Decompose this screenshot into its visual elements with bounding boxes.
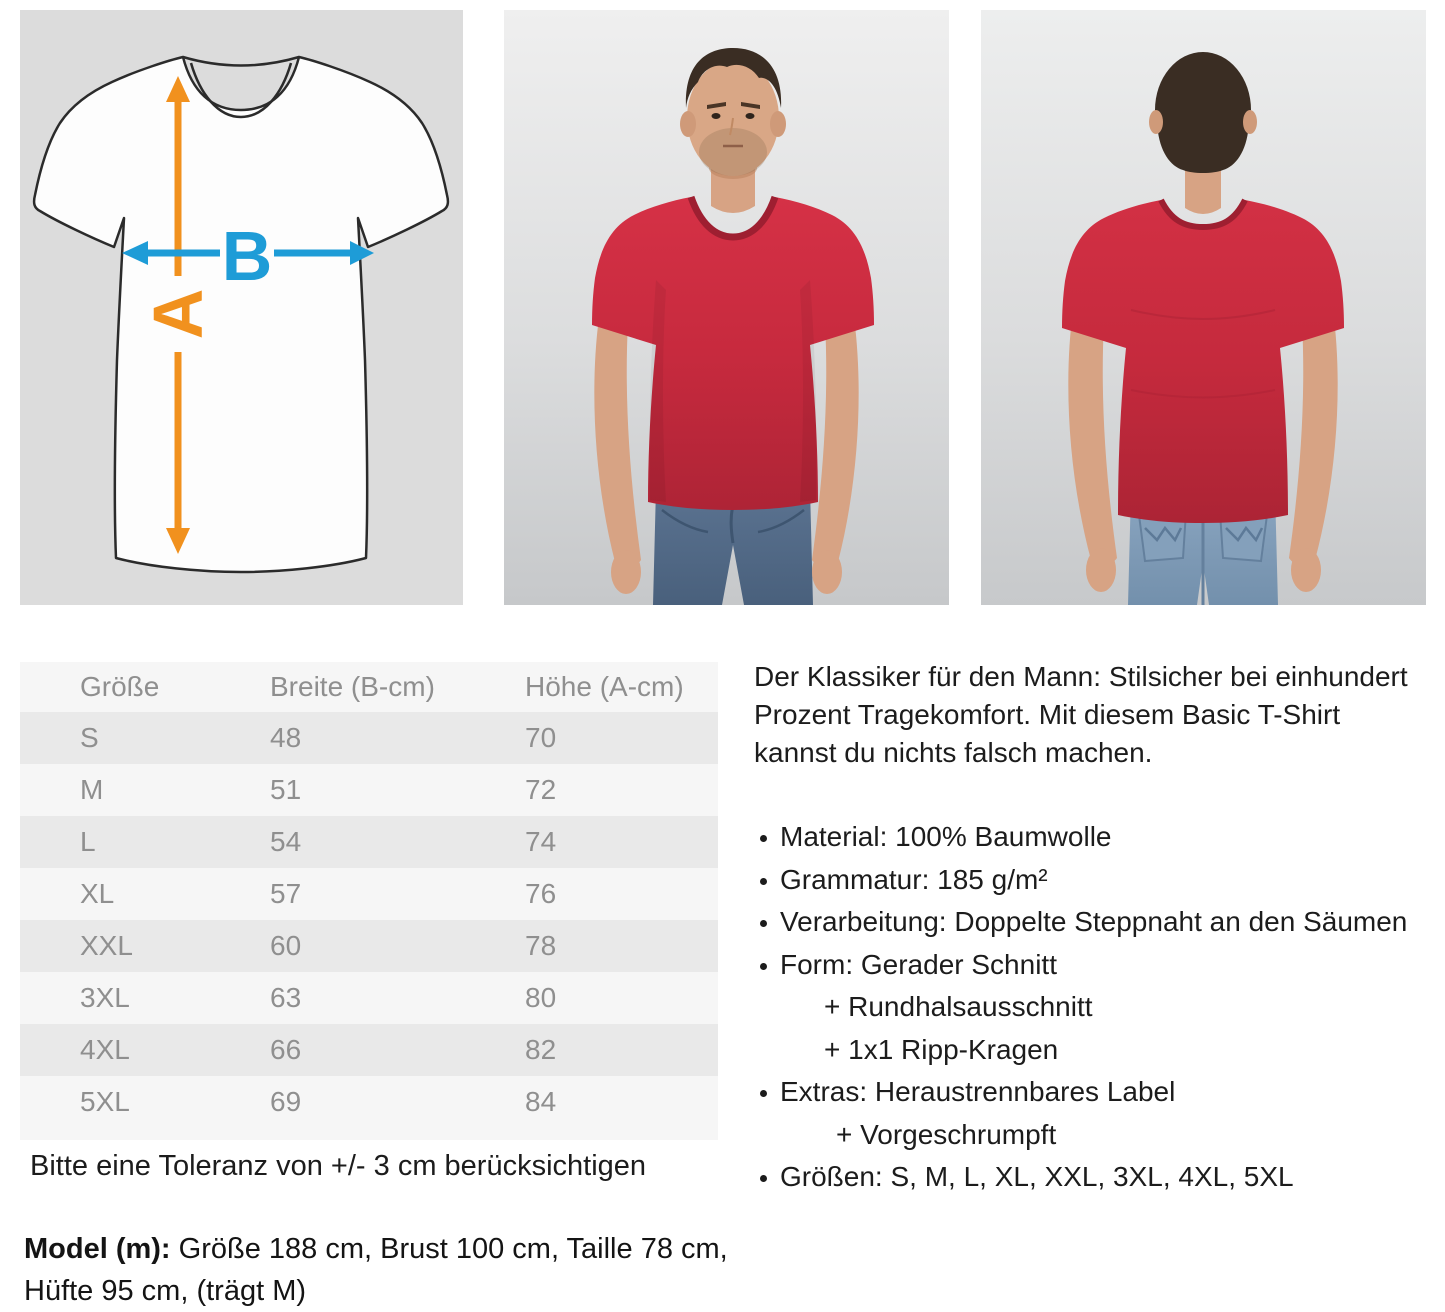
model-info (24, 1228, 764, 1312)
feature-text: Extras: Heraustrennbares Label (780, 1076, 1176, 1107)
feature-text: Form: Gerader Schnitt (780, 948, 1057, 980)
size-table (20, 662, 718, 1140)
column-header-size: Größe (80, 671, 160, 702)
feature-item (754, 816, 1445, 859)
size-cell: 3XL (80, 982, 130, 1013)
size-cell: M (80, 774, 104, 805)
table-row (20, 712, 718, 764)
tshirt-measure-diagram (20, 10, 463, 605)
table-row (20, 972, 718, 1024)
feature-text: Grammatur: 185 g/m² (780, 863, 1048, 895)
model-info-line2: Hüfte 95 cm, (trägt M) (24, 1275, 307, 1307)
hoehe-cell: 84 (525, 1086, 557, 1117)
feature-item (754, 859, 1445, 902)
size-cell: S (80, 722, 99, 753)
model-back-illustration (981, 10, 1426, 605)
breite-cell: 69 (270, 1086, 302, 1117)
measure-label-a: A (139, 288, 217, 340)
column-header-hoehe: Höhe (A-cm) (525, 671, 684, 702)
size-cell: 5XL (80, 1086, 130, 1117)
measure-label-b: B (221, 217, 273, 295)
feature-item (754, 901, 1445, 944)
hoehe-cell: 74 (525, 826, 557, 857)
hoehe-cell: 80 (525, 982, 557, 1013)
description-intro-line: Prozent Tragekomfort. Mit diesem Basic T-Shirt (754, 699, 1341, 730)
breite-cell: 54 (270, 826, 302, 857)
breite-cell: 60 (270, 930, 302, 961)
table-row (20, 920, 718, 972)
size-cell: 4XL (80, 1034, 130, 1065)
feature-item (754, 944, 1445, 987)
breite-cell: 66 (270, 1034, 302, 1065)
feature-text: + Vorgeschrumpft (836, 1118, 1057, 1150)
hoehe-cell: 70 (525, 722, 557, 753)
feature-item (754, 1071, 1445, 1114)
feature-text: Material: 100% Baumwolle (780, 821, 1112, 852)
bullet-dot (760, 1175, 767, 1182)
hoehe-cell: 72 (525, 774, 557, 805)
table-row (20, 1024, 718, 1076)
feature-item-sub (754, 986, 1445, 1029)
table-row (20, 1076, 718, 1128)
breite-cell: 63 (270, 982, 302, 1013)
description-intro-line: Der Klassiker für den Mann: Stilsicher bei einhundert (754, 661, 1408, 692)
feature-text: + Rundhalsausschnitt (824, 991, 1093, 1022)
size-cell: XXL (80, 930, 133, 961)
model-front-photo (504, 10, 949, 603)
model-info-line1: Größe 188 cm, Brust 100 cm, Taille 78 cm, (178, 1233, 728, 1265)
table-row (20, 764, 718, 816)
hoehe-cell: 82 (525, 1034, 557, 1065)
feature-text: + 1x1 Ripp-Kragen (824, 1033, 1059, 1065)
feature-item (754, 1156, 1445, 1199)
feature-text: Verarbeitung: Doppelte Steppnaht an den Säumen (780, 906, 1408, 937)
bullet-dot (760, 878, 767, 885)
hoehe-cell: 78 (525, 930, 557, 961)
product-description (754, 658, 1445, 1199)
bullet-dot (760, 920, 767, 927)
feature-item-sub (754, 1114, 1445, 1157)
model-info-label: Model (m): (24, 1233, 171, 1265)
table-body (20, 712, 718, 1128)
table-row (20, 816, 718, 868)
model-back-photo (981, 10, 1426, 603)
table-row (20, 868, 718, 920)
bullet-dot (760, 835, 767, 842)
breite-cell: 51 (270, 774, 302, 805)
hoehe-cell: 76 (525, 878, 557, 909)
feature-list (754, 816, 1445, 1199)
size-cell: L (80, 826, 96, 857)
description-intro-line: kannst du nichts falsch machen. (754, 737, 1153, 768)
breite-cell: 48 (270, 722, 302, 753)
bullet-dot (760, 1090, 767, 1097)
feature-item-sub (754, 1029, 1445, 1072)
breite-cell: 57 (270, 878, 302, 909)
beard-stubble (699, 128, 767, 176)
bullet-dot (760, 963, 767, 970)
size-cell: XL (80, 878, 115, 909)
feature-text: Größen: S, M, L, XL, XXL, 3XL, 4XL, 5XL (780, 1161, 1294, 1192)
column-header-breite: Breite (B-cm) (270, 671, 435, 702)
model-front-illustration (504, 10, 949, 605)
size-diagram-panel (20, 10, 463, 603)
tolerance-note: Bitte eine Toleranz von +/- 3 cm berücksichtigen (30, 1150, 647, 1182)
table-header-row (20, 662, 718, 712)
